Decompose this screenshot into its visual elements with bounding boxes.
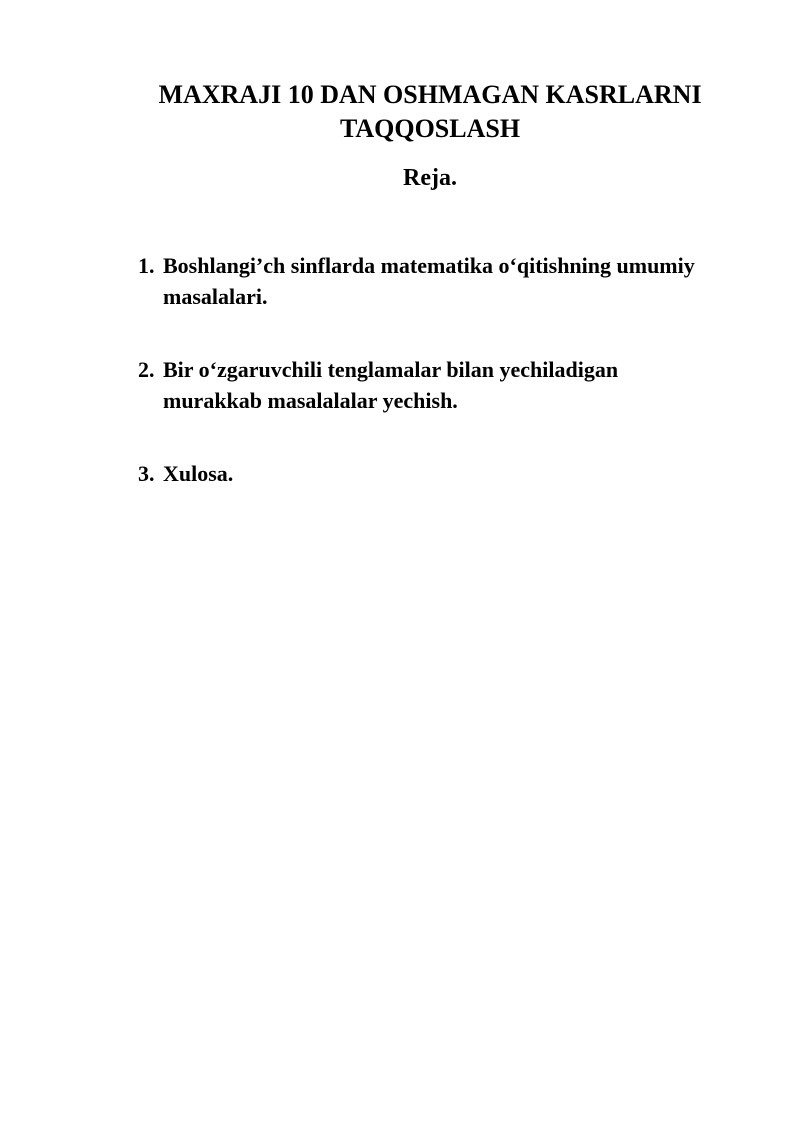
plan-item-number: 2. — [138, 357, 155, 382]
plan-item-text: Xulosa. — [163, 461, 234, 486]
plan-heading: Reja. — [403, 165, 457, 191]
plan-item — [138, 354, 698, 416]
plan-item-number: 3. — [138, 461, 155, 486]
plan-list — [138, 250, 698, 489]
plan-item — [138, 250, 698, 312]
document-title: MAXRAJI 10 DAN OSHMAGAN KASRLARNI TAQQOSLASH — [158, 80, 702, 143]
plan-item-text: Bir o‘zgaruvchili tenglamalar bilan yechiladigan murakkab masalalalar yechish. — [163, 357, 619, 413]
plan-item — [138, 458, 698, 489]
plan-item-number: 1. — [138, 253, 155, 278]
plan-item-text: Boshlangi’ch sinflarda matematika o‘qitishning umumiy masalalari. — [163, 253, 695, 309]
